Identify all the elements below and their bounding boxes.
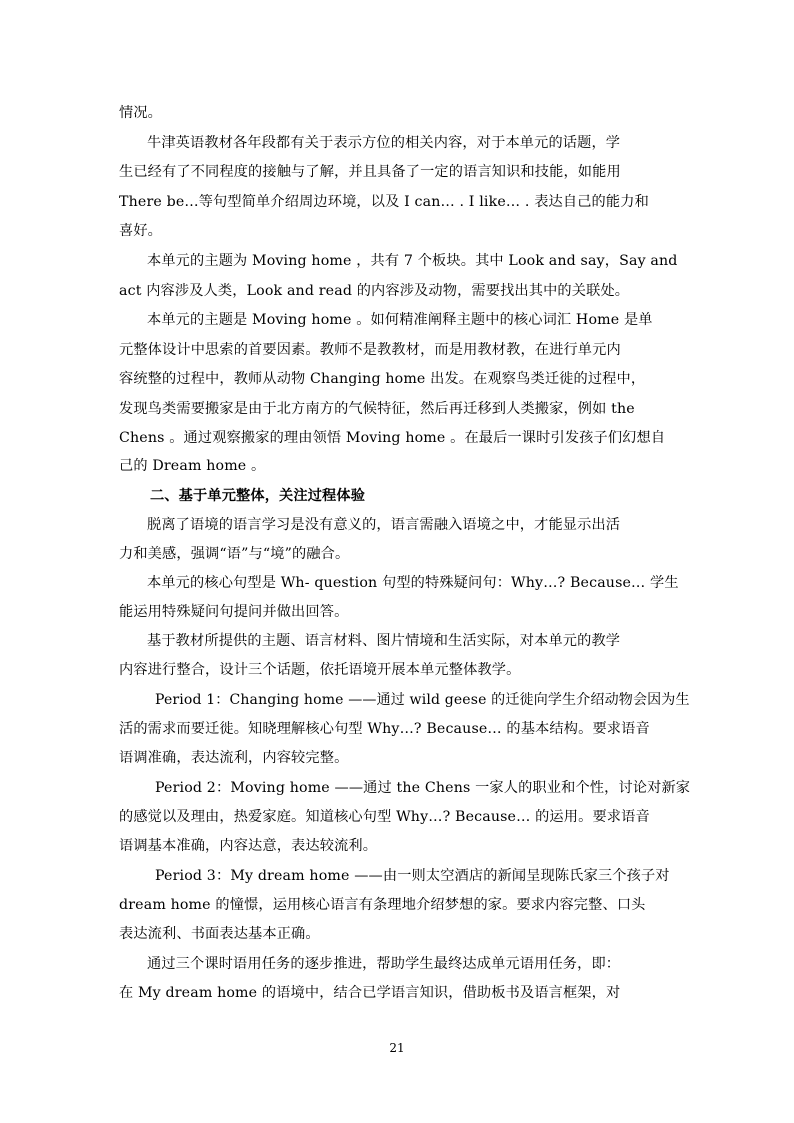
text-line: 能运用特殊疑问句提问并做出回答。 bbox=[119, 604, 349, 620]
text-line: 本单元的主题为 Moving home ，共有 7 个板块。其中 Look and say，Say and bbox=[147, 253, 678, 269]
text-line: act 内容涉及人类，Look and read 的内容涉及动物，需要找出其中的关联处。 bbox=[119, 283, 630, 299]
text-line: 脱离了语境的语言学习是没有意义的，语言需融入语境之中，才能显示出活 bbox=[147, 517, 621, 533]
text-line: 力和美感，强调“语”与“境”的融合。 bbox=[119, 546, 350, 562]
text-line: 牛津英语教材各年段都有关于表示方位的相关内容，对于本单元的话题，学 bbox=[147, 135, 621, 151]
text-line: 本单元的核心句型是 Wh- question 句型的特殊疑问句：Why…? Because… 学生 bbox=[147, 575, 679, 591]
text-line: 表达流利、书面表达基本正确。 bbox=[119, 926, 320, 942]
text-line: 己的 Dream home 。 bbox=[119, 458, 266, 474]
section-heading: 二、基于单元整体，关注过程体验 bbox=[150, 488, 366, 504]
text-line: dream home 的憧憬，运用核心语言有条理地介绍梦想的家。要求内容完整、口头 bbox=[119, 897, 646, 913]
text-line: 本单元的主题是 Moving home 。如何精准阐释主题中的核心词汇 Home 是单 bbox=[147, 312, 653, 328]
page-number: 21 bbox=[389, 1041, 405, 1055]
text-line: 通过三个课时语用任务的逐步推进，帮助学生最终达成单元语用任务，即： bbox=[147, 956, 621, 972]
text-line: 语调基本准确，内容达意，表达较流利。 bbox=[119, 838, 378, 854]
text-line: Period 3：My dream home ——由一则太空酒店的新闻呈现陈氏家三个孩子对 bbox=[155, 868, 670, 884]
text-line: There be…等句型简单介绍周边环境，以及 I can… . I like… . 表达自己的能力和 bbox=[119, 194, 649, 210]
text-line: 在 My dream home 的语境中，结合已学语言知识，借助板书及语言框架，对 bbox=[119, 985, 621, 1001]
text-line: Chens 。通过观察搬家的理由领悟 Moving home 。在最后一课时引发孩子们幻想自 bbox=[119, 430, 666, 446]
text-line: 发现鸟类需要搬家是由于北方南方的气候特征，然后再迁移到人类搬家，例如 the bbox=[119, 401, 635, 417]
text-line: Period 2：Moving home ——通过 the Chens 一家人的职业和个性，讨论对新家 bbox=[155, 780, 691, 796]
text-line: 情况。 bbox=[119, 105, 163, 121]
text-line: 语调准确，表达流利，内容较完整。 bbox=[119, 750, 349, 766]
text-line: 元整体设计中思索的首要因素。教师不是教教材，而是用教材教，在进行单元内 bbox=[119, 342, 621, 358]
text-line: 活的需求而要迁徙。知晓理解核心句型 Why…? Because… 的基本结构。要求语音 bbox=[119, 721, 650, 737]
text-line: Period 1：Changing home ——通过 wild geese 的迁徙向学生介绍动物会因为生 bbox=[155, 692, 690, 708]
text-line: 容统整的过程中，教师从动物 Changing home 出发。在观察鸟类迁徙的过程中， bbox=[119, 371, 646, 387]
text-line: 的感觉以及理由，热爱家庭。知道核心句型 Why…? Because… 的运用。要求语音 bbox=[119, 809, 650, 825]
text-line: 喜好。 bbox=[119, 223, 163, 239]
text-line: 生已经有了不同程度的接触与了解，并且具备了一定的语言知识和技能，如能用 bbox=[119, 164, 621, 180]
text-line: 基于教材所提供的主题、语言材料、图片情境和生活实际，对本单元的教学 bbox=[147, 633, 621, 649]
text-line: 内容进行整合，设计三个话题，依托语境开展本单元整体教学。 bbox=[119, 662, 521, 678]
